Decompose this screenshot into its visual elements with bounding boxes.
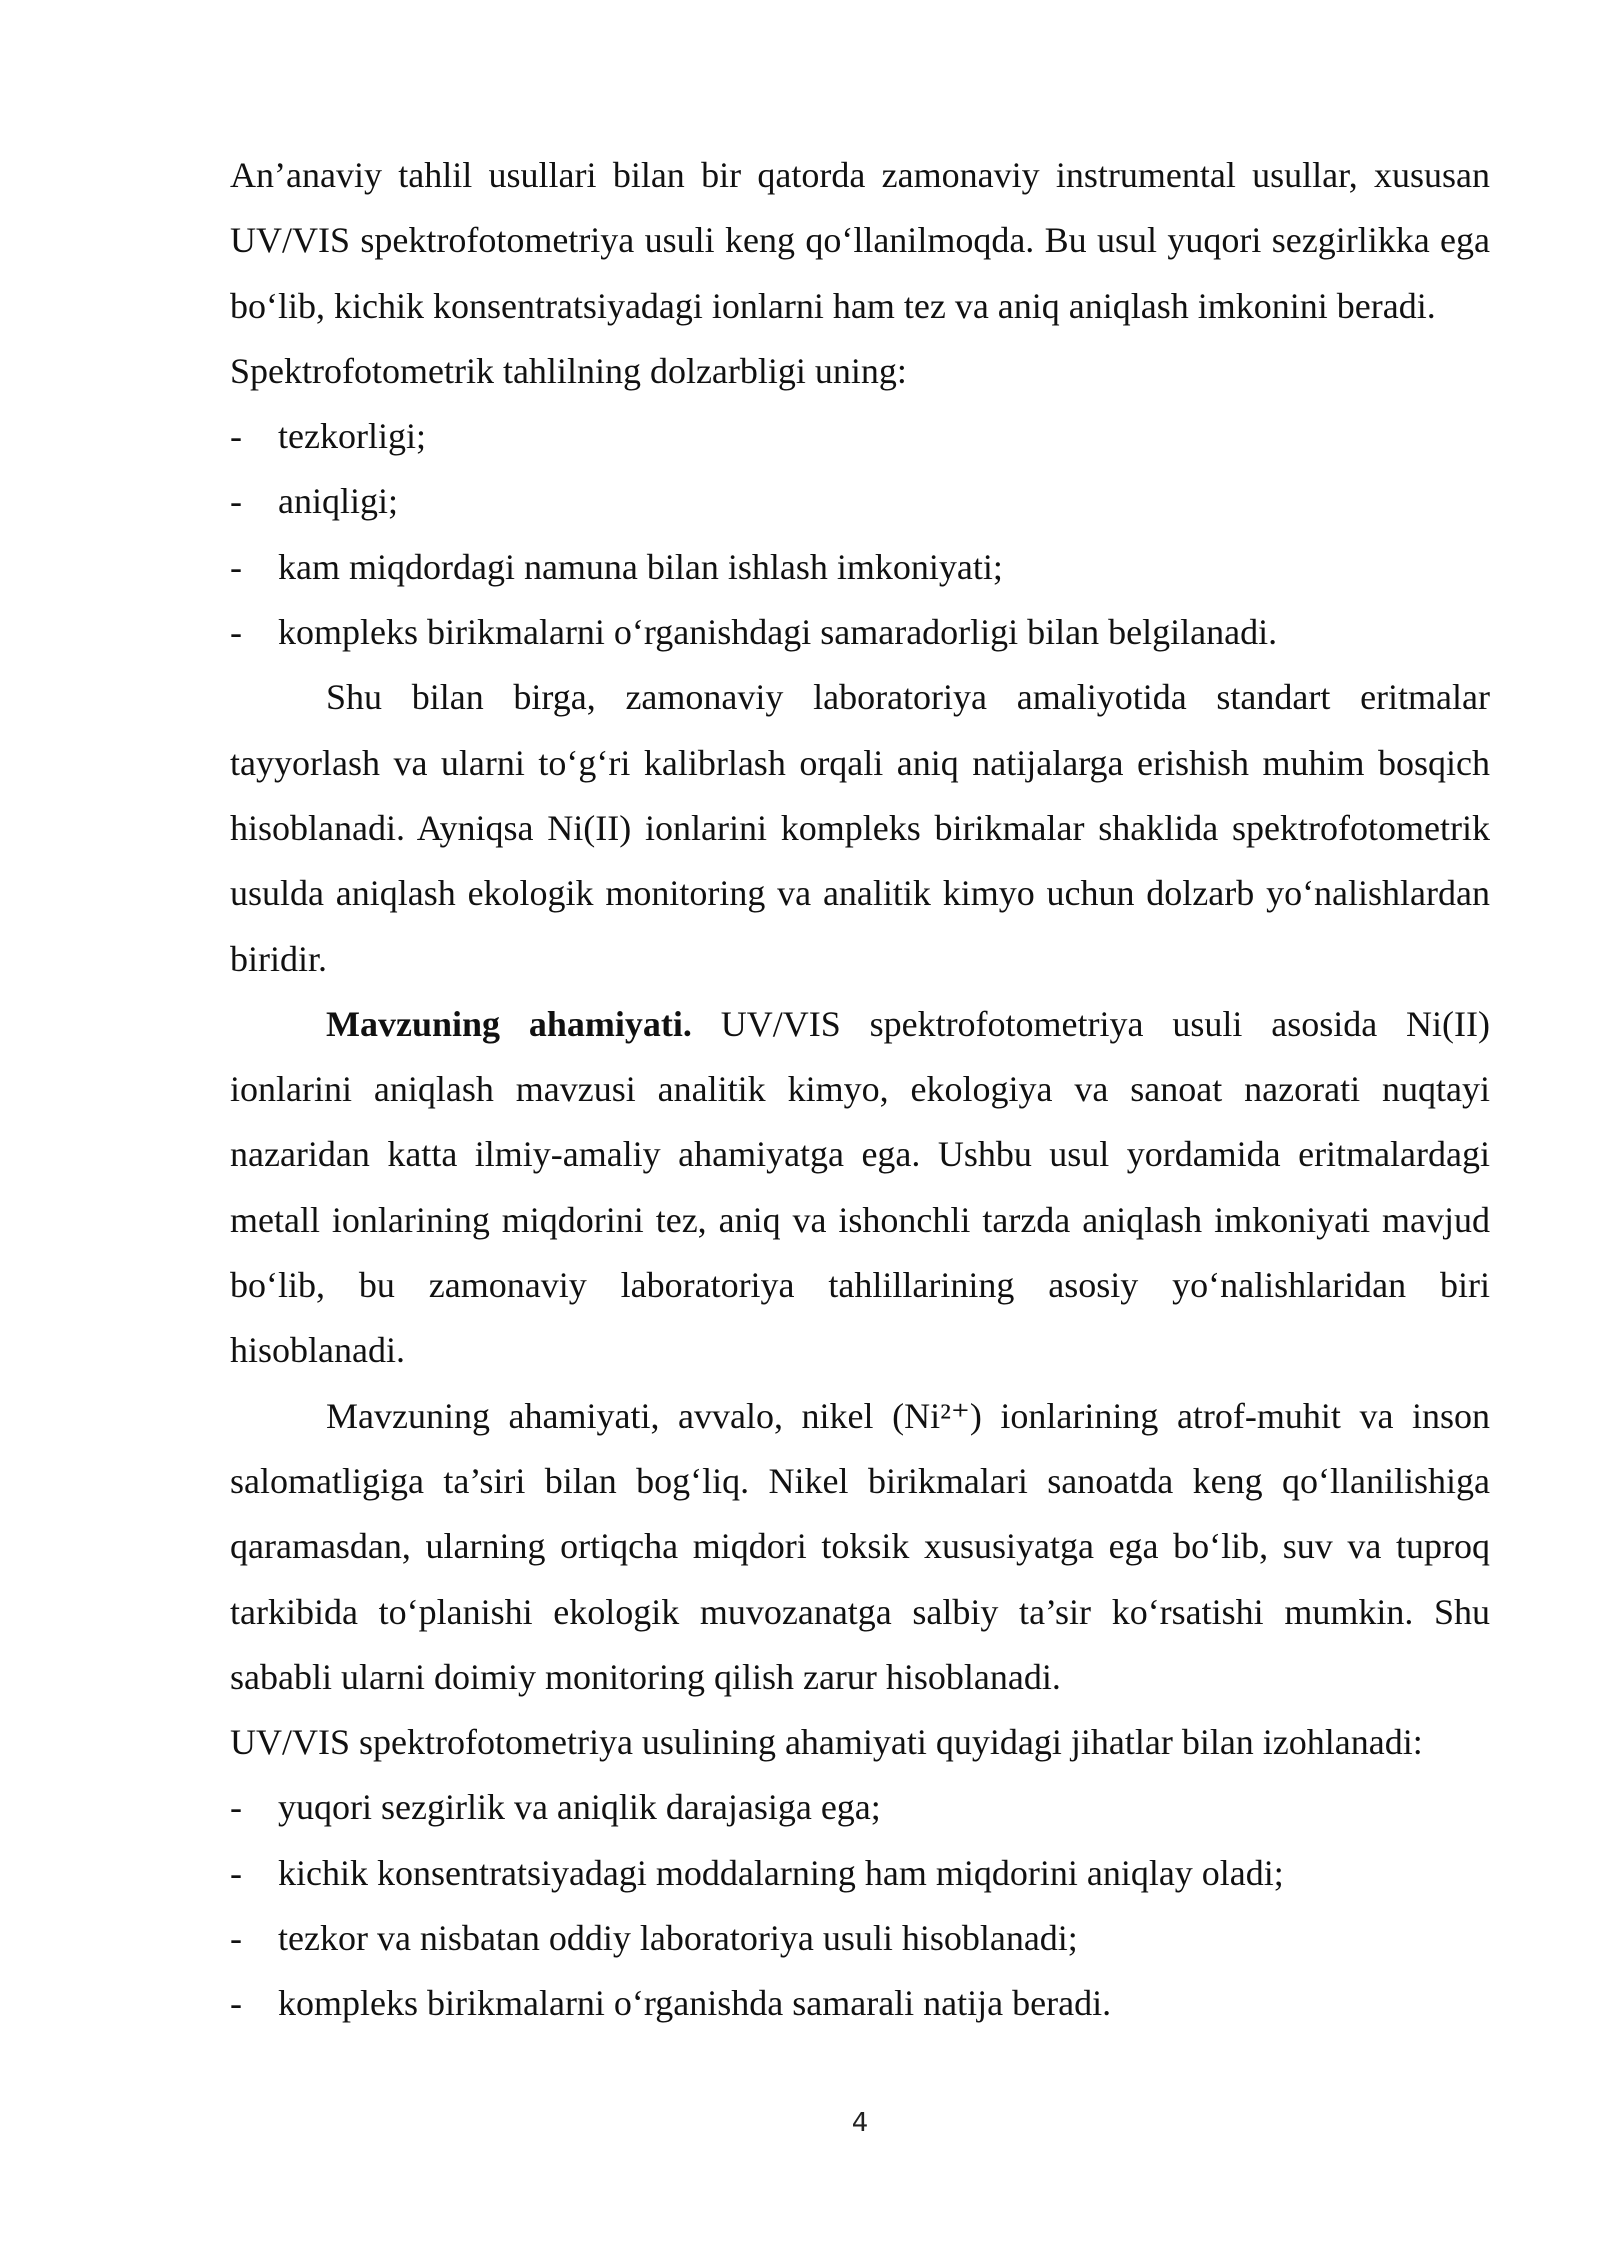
list-marker: - xyxy=(230,1787,242,1828)
list-item xyxy=(230,600,1490,665)
list-item xyxy=(230,535,1490,600)
list-marker: - xyxy=(230,546,242,587)
paragraph-intro: An’anaviy tahlil usullari bilan bir qatorda zamonaviy instrumental usullar, xususan UV/VIS spektrofotometriya usuli keng qo‘llanilmoqda. Bu usul yuqori sezgirlikka ega bo‘lib, kichik konsentratsiyadagi ionlarni ham tez va aniq aniqlash imkonini beradi. xyxy=(230,155,1490,326)
list-item-text: tezkorligi; xyxy=(278,416,426,457)
list-marker: - xyxy=(230,416,242,457)
list-item xyxy=(230,404,1490,469)
list-marker: - xyxy=(230,1852,242,1893)
list-item-text: kichik konsentratsiyadagi moddalarning ham miqdorini aniqlay oladi; xyxy=(278,1852,1284,1893)
list-item xyxy=(230,469,1490,534)
document-page xyxy=(230,143,1490,2037)
list-item xyxy=(230,1841,1490,1906)
paragraph-standards: Shu bilan birga, zamonaviy laboratoriya amaliyotida standart eritmalar tayyorlash va ularni to‘g‘ri kalibrlash orqali aniq natijalarga erishish muhim bosqich hisoblanadi. Ayniqsa Ni(II) ionlarini kompleks birikmalar shaklida spektrofotometrik usulda aniqlash ekologik monitoring va analitik kimyo uchun dolzarb yo‘nalishlardan biridir. xyxy=(230,677,1490,979)
list-item-text: kompleks birikmalarni o‘rganishdagi samaradorligi bilan belgilanadi. xyxy=(278,612,1278,653)
list-marker: - xyxy=(230,1983,242,2024)
list-marker: - xyxy=(230,1918,242,1959)
paragraph-topic-importance xyxy=(230,992,1490,1384)
list-item-text: kompleks birikmalarni o‘rganishda samarali natija beradi. xyxy=(278,1983,1112,2024)
page-number: 4 xyxy=(851,2108,869,2138)
relevance-list xyxy=(230,404,1490,665)
list-item xyxy=(230,1906,1490,1971)
list-marker: - xyxy=(230,612,242,653)
topic-importance-text: UV/VIS spektrofotometriya usuli asosida Ni(II) ionlarini aniqlash mavzusi analitik kimyo, ekologiya va sanoat nazorati nuqtayi nazaridan katta ilmiy-amaliy ahamiyatga ega. Ushbu usul yordamida eritmalardagi metall ionlarining miqdorini tez, aniq va ishonchli tarzda aniqlash imkoniyati mavjud bo‘lib, bu zamonaviy laboratoriya tahlillarining asosiy yo‘nalishlaridan biri hisoblanadi. xyxy=(230,1003,1490,1371)
list-item-text: yuqori sezgirlik va aniqlik darajasiga ega; xyxy=(278,1787,881,1828)
paragraph-relevance-lead: Spektrofotometrik tahlilning dolzarbligi uning: xyxy=(230,350,907,391)
paragraph-nickel-impact: Mavzuning ahamiyati, avvalo, nikel (Ni²⁺) ionlarining atrof-muhit va inson salomatligiga ta’siri bilan bog‘liq. Nikel birikmalari sanoatda keng qo‘llanilishiga qaramasdan, ularning ortiqcha miqdori toksik xususiyatga ega bo‘lib, suv va tuproq tarkibida to‘planishi ekologik muvozanatga salbiy ta’sir ko‘rsatishi mumkin. Shu sababli ularni doimiy monitoring qilish zarur hisoblanadi. xyxy=(230,1395,1490,1697)
list-marker: - xyxy=(230,481,242,522)
paragraph-method-importance-lead: UV/VIS spektrofotometriya usulining ahamiyati quyidagi jihatlar bilan izohlanadi: xyxy=(230,1722,1423,1763)
list-item-text: aniqligi; xyxy=(278,481,398,522)
list-item-text: kam miqdordagi namuna bilan ishlash imkoniyati; xyxy=(278,546,1003,587)
list-item xyxy=(230,1971,1490,2036)
list-item xyxy=(230,1775,1490,1840)
topic-importance-heading: Mavzuning ahamiyati. xyxy=(326,1003,692,1044)
method-importance-list xyxy=(230,1775,1490,2036)
list-item-text: tezkor va nisbatan oddiy laboratoriya usuli hisoblanadi; xyxy=(278,1918,1078,1959)
